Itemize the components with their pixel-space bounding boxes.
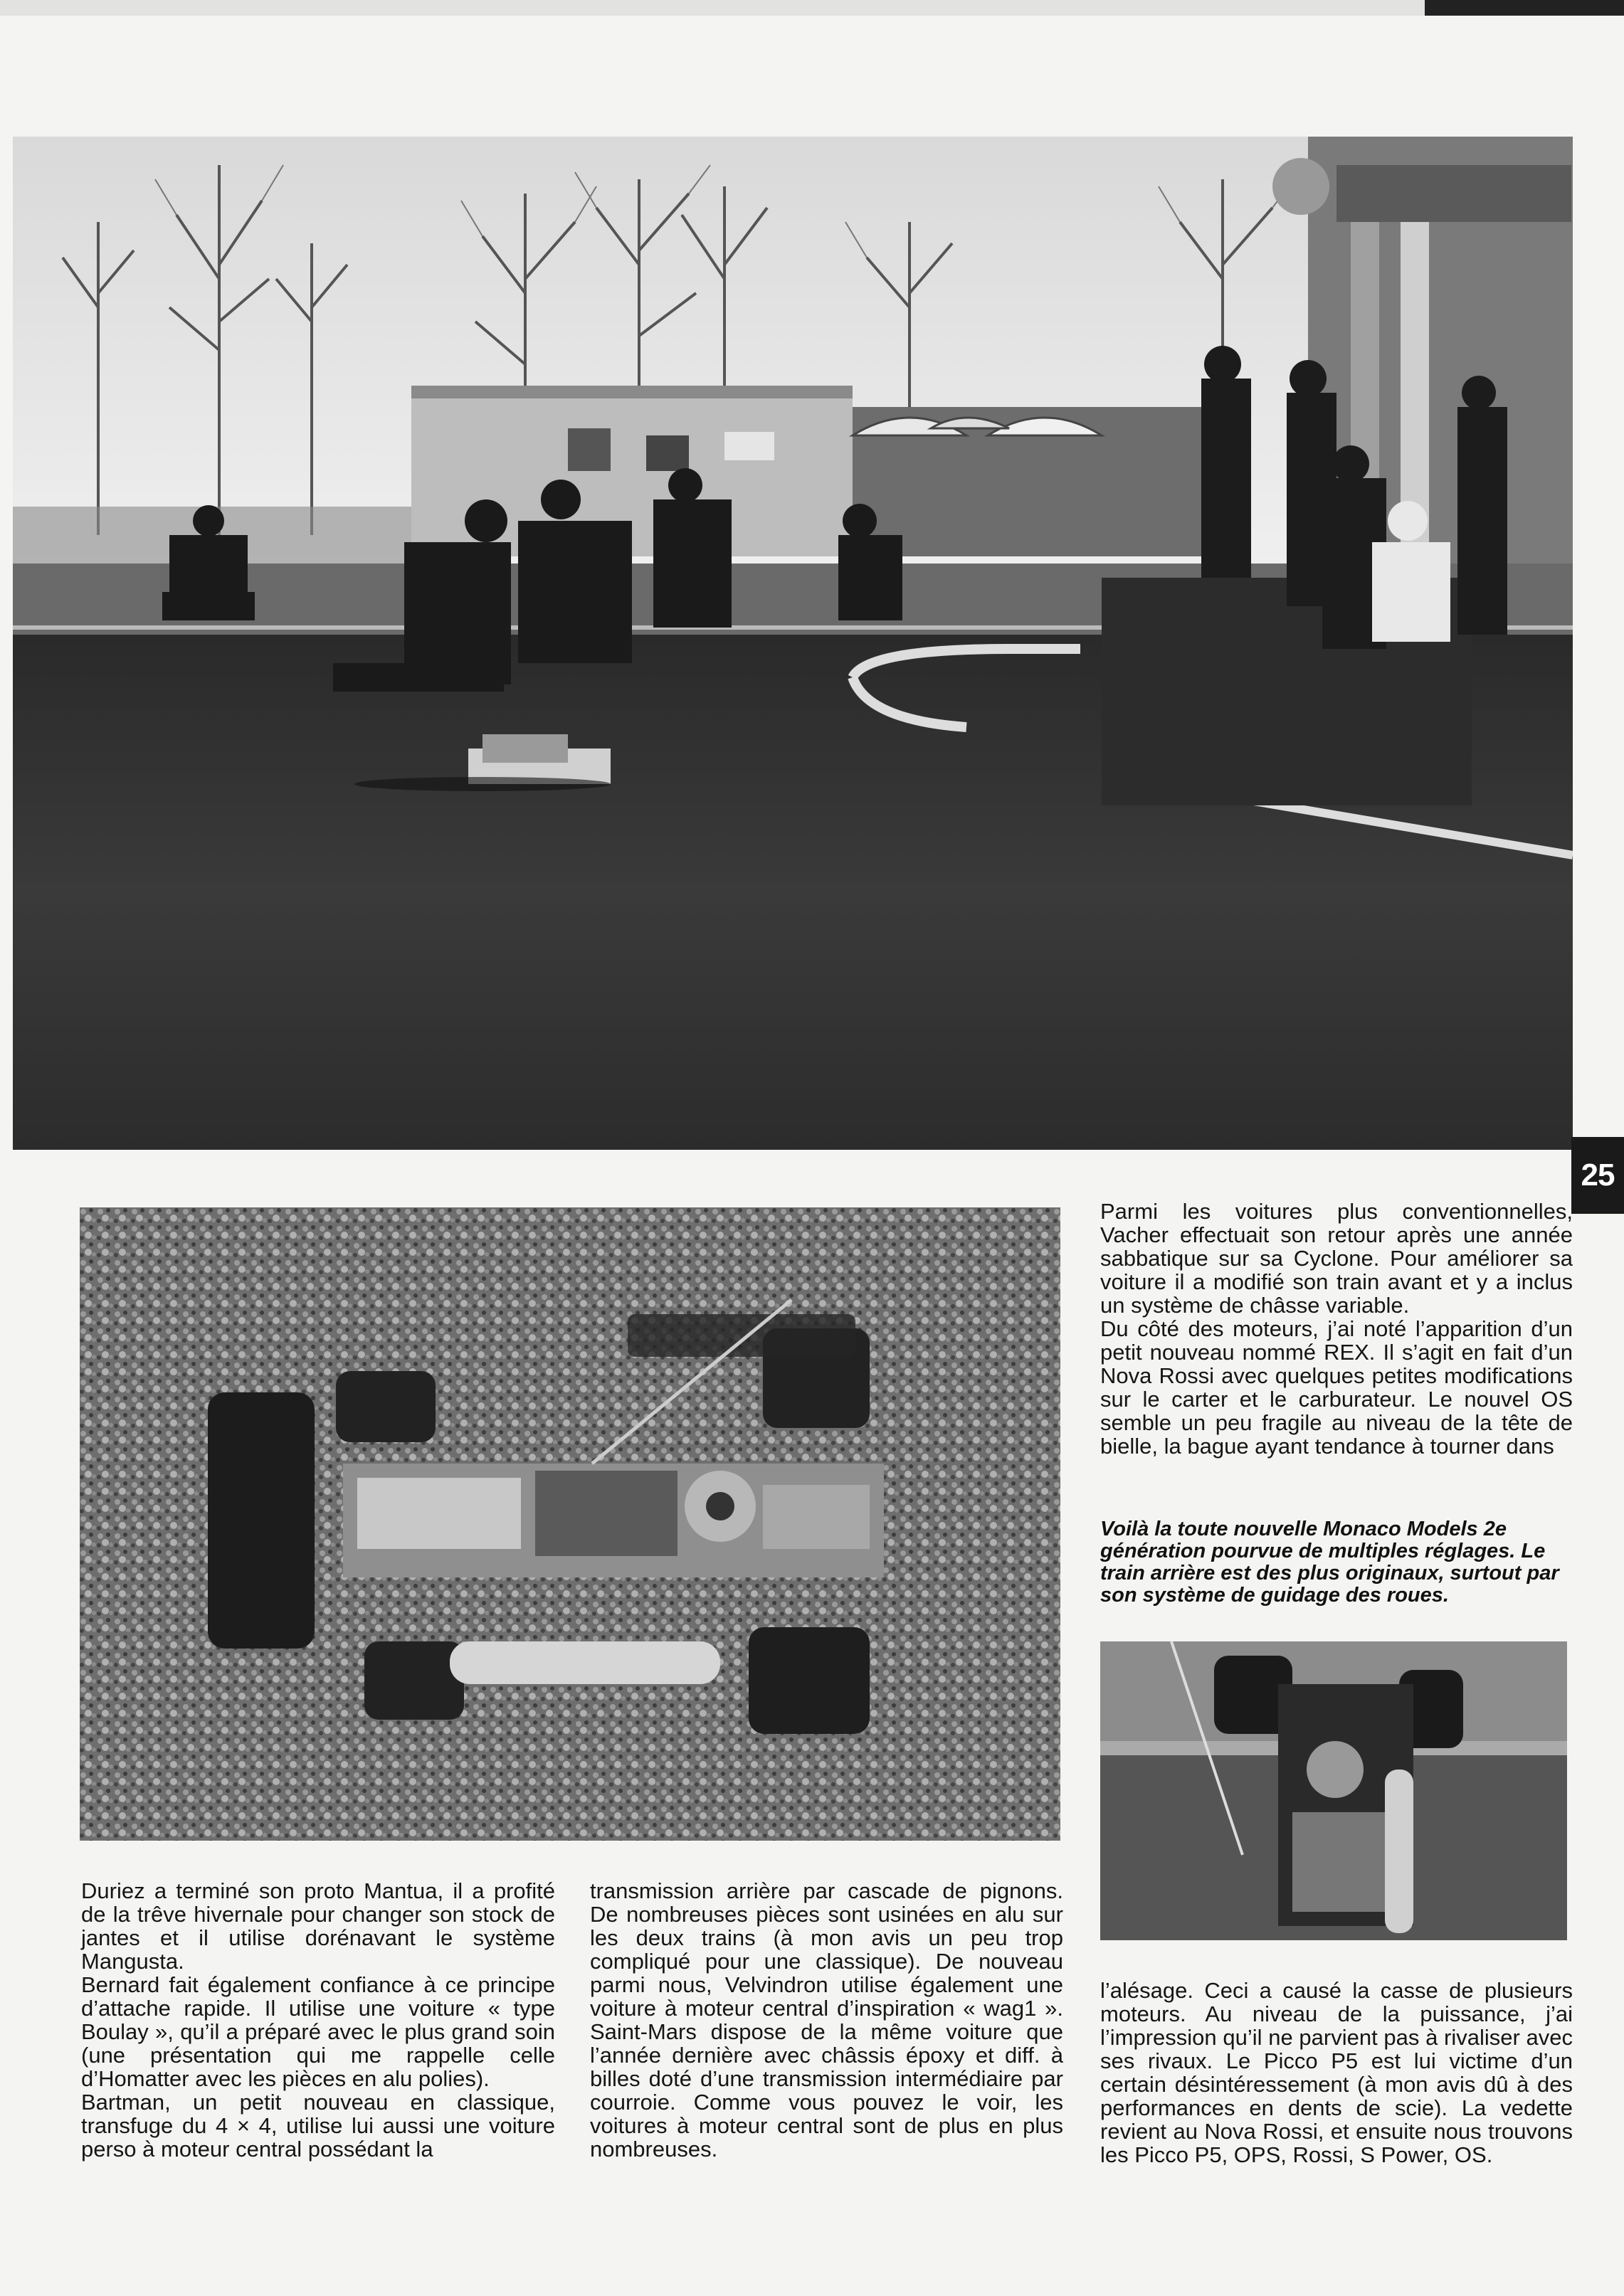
monaco-models-chassis-photo (1100, 1641, 1567, 1940)
monaco-chassis-illustration (1100, 1641, 1567, 1940)
text-column-right-bottom (1100, 1979, 1573, 2167)
photo-caption: Voilà la toute nouvelle Monaco Models 2e génération pourvue de multiples réglages. Le train arrière est des plus originaux, surtout par son système de guidage des roues. (1100, 1518, 1559, 1607)
car-chassis-photo (80, 1207, 1060, 1841)
text-column-middle (590, 1879, 1063, 2161)
page-top-edge (0, 0, 1624, 16)
paragraph: Parmi les voitures plus conventionnelles, Vacher effectuait son retour après une année sabbatique sur sa Cyclone. Pour améliorer sa voiture il a modifié son train avant et y a inclus un système de châsse variable. (1100, 1199, 1573, 1318)
car-chassis-illustration (80, 1207, 1060, 1841)
text-column-left (81, 1879, 555, 2161)
track-scene-illustration (13, 137, 1573, 1150)
text-column-right-top (1100, 1200, 1573, 1458)
paragraph: Duriez a terminé son proto Mantua, il a profité de la trêve hivernale pour changer son stock de jantes et il utilise dorénavant le système Mangusta. (81, 1878, 555, 1974)
page-top-shadow (1425, 0, 1624, 16)
paragraph: transmission arrière par cascade de pignons. De nombreuses pièces sont usinées en alu sur les deux trains (à mon avis un peu trop compliqué pour une classique). De nouveau parmi nous, Velvindron utilise également une voiture à moteur central d’inspiration « wag1 ». Saint-Mars dispose de la même voiture que l’année dernière avec châssis époxy et diff. à billes doté d’une transmission intermédiaire par courroie. Comme vous pouvez le voir, les voitures à moteur central sont de plus en plus nombreuses. (590, 1878, 1063, 2162)
page-number: 25 (1571, 1137, 1624, 1214)
track-scene-photo (13, 137, 1573, 1150)
paragraph: Bernard fait également confiance à ce principe d’attache rapide. Il utilise une voiture « type Boulay », qu’il a préparé avec le plus grand soin (une présentation qui me rappelle celle d’Homatter avec les pièces en alu polies). (81, 1972, 555, 2091)
paragraph: Bartman, un petit nouveau en classique, transfuge du 4 × 4, utilise lui aussi une voiture perso à moteur central possédant la (81, 2090, 555, 2162)
paragraph: l’alésage. Ceci a causé la casse de plusieurs moteurs. Au niveau de la puissance, j’ai l’impression qu’il ne parvient pas à rivaliser avec ses rivaux. Le Picco P5 est lui victime d’un certain désintéressement (à mon avis dû à des performances en dents de scie). La vedette revient au Nova Rossi, et ensuite nous trouvons les Picco P5, OPS, Rossi, S Power, OS. (1100, 1978, 1573, 2167)
paragraph: Du côté des moteurs, j’ai noté l’apparition d’un petit nouveau nommé REX. Il s’agit en fait d’un Nova Rossi avec quelques petites modifications sur le carter et le carburateur. Le nouvel OS semble un peu fragile au niveau de la tête de bielle, la bague ayant tendance à tourner dans (1100, 1316, 1573, 1459)
